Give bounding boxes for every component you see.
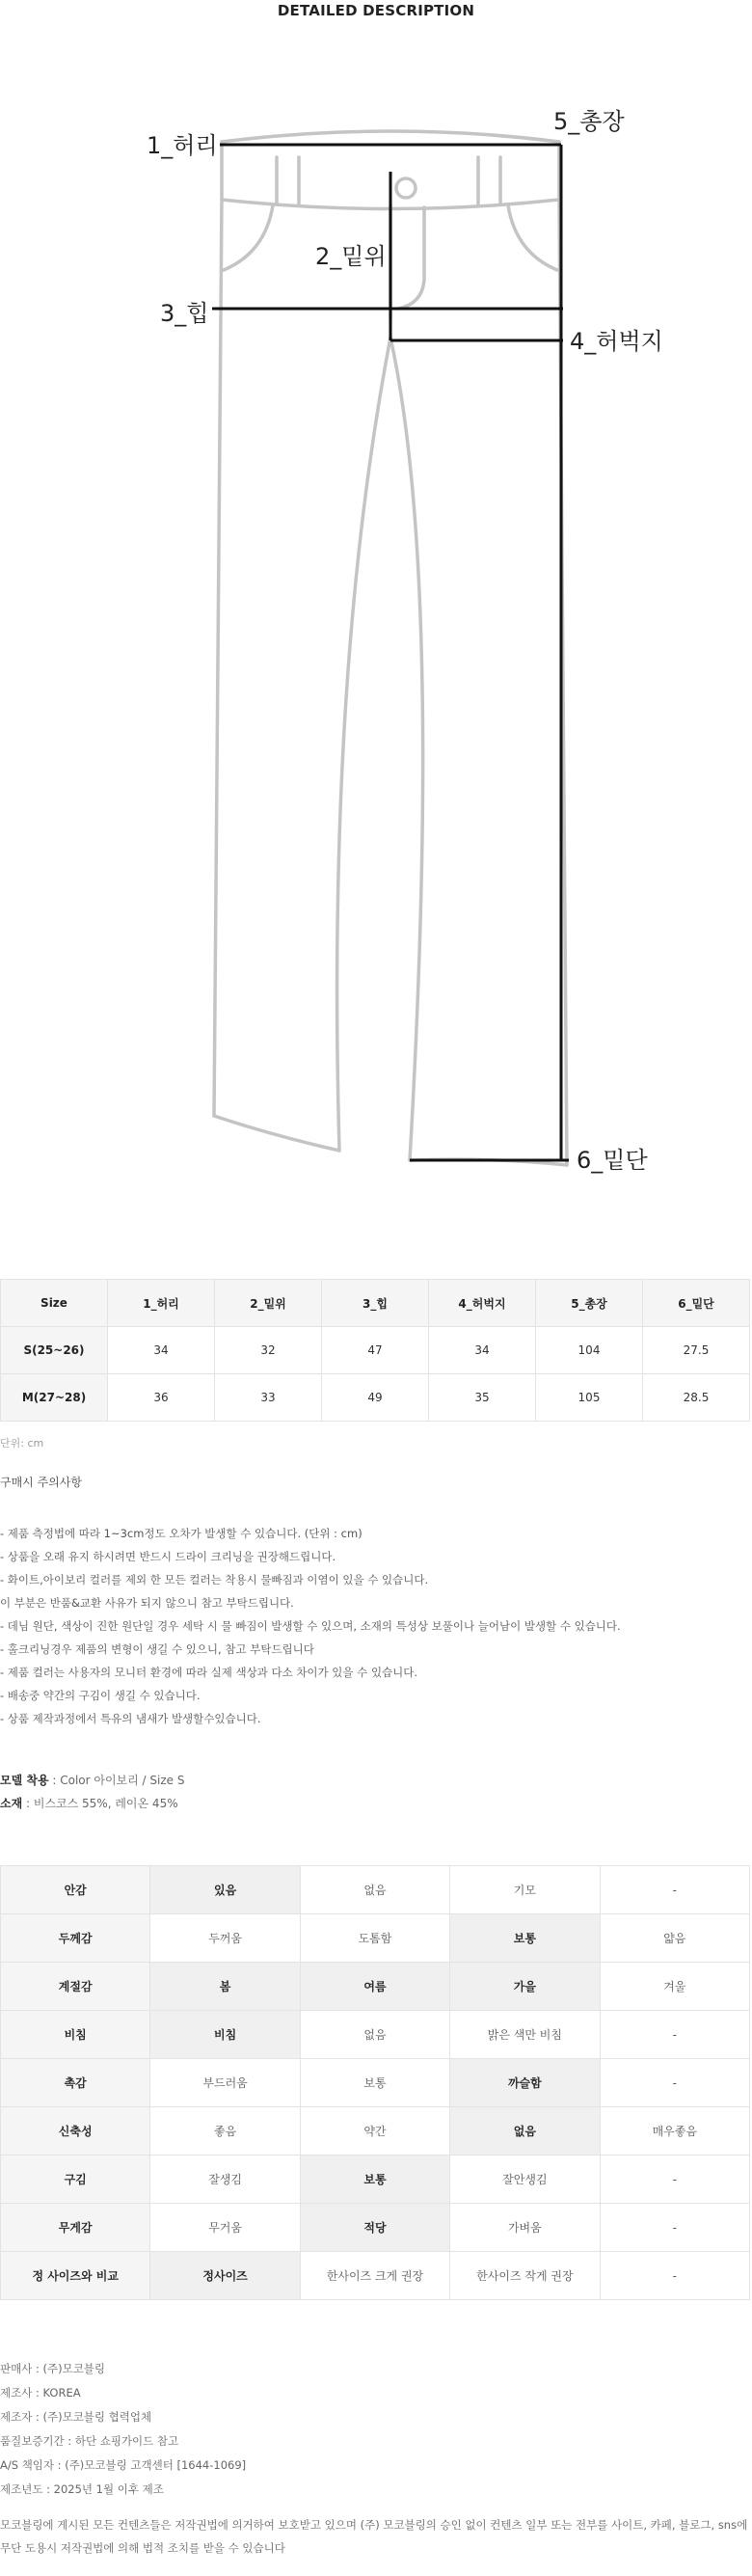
fabric-row-label: 안감 <box>1 1866 150 1914</box>
size-cell: 105 <box>536 1374 643 1422</box>
notice-item: - 홀크리닝경우 제품의 변형이 생길 수 있으니, 참고 부탁드립니다 <box>0 1642 314 1656</box>
model-wear-value: Color 아이보리 / Size S <box>60 1774 185 1787</box>
fabric-info-table <box>0 1865 750 2300</box>
fabric-option: 한사이즈 작게 권장 <box>450 2252 600 2300</box>
measurement-lines <box>212 145 569 1160</box>
pants-measurement-diagram <box>0 87 752 1196</box>
fabric-row <box>1 2059 750 2107</box>
fabric-option: 잘생김 <box>150 2156 300 2204</box>
fabric-option: 가을 <box>450 1963 600 2011</box>
fabric-option: 비침 <box>150 2011 300 2059</box>
fabric-option: 약간 <box>300 2107 449 2156</box>
fabric-option: 두꺼움 <box>150 1914 300 1963</box>
label-rise: 2_밑위 <box>315 243 387 270</box>
notice-item: - 상품을 오래 유지 하시려면 반드시 드라이 크리닝을 권장해드립니다. <box>0 1550 336 1563</box>
model-info <box>0 1769 184 1815</box>
fabric-row-label: 신축성 <box>1 2107 150 2156</box>
notice-item: - 제품 컬러는 사용자의 모니터 환경에 따라 실제 색상과 다소 차이가 있을 수 있습니다. <box>0 1666 418 1679</box>
fabric-row <box>1 2011 750 2059</box>
fabric-option: 보통 <box>300 2156 449 2204</box>
fabric-option: - <box>600 1866 749 1914</box>
fabric-row-label: 구김 <box>1 2156 150 2204</box>
notice-item: - 데님 원단, 색상이 진한 원단일 경우 세탁 시 물 빠짐이 발생할 수 있으며, 소재의 특성상 보풀이나 늘어남이 발생할 수 있습니다. <box>0 1619 621 1633</box>
size-header-cell: 3_힙 <box>322 1280 429 1327</box>
size-table-header <box>1 1280 750 1327</box>
fabric-row-label: 두께감 <box>1 1914 150 1963</box>
fabric-row-label: 비침 <box>1 2011 150 2059</box>
info-line: 판매사 : (주)모코블링 <box>0 2362 106 2375</box>
fabric-option: 잘안생김 <box>450 2156 600 2204</box>
size-row-s <box>1 1327 750 1374</box>
fabric-option: 없음 <box>450 2107 600 2156</box>
size-cell: 34 <box>108 1327 215 1374</box>
fabric-option: - <box>600 2156 749 2204</box>
label-hem: 6_밑단 <box>577 1147 648 1174</box>
fabric-option: 기모 <box>450 1866 600 1914</box>
size-cell: 27.5 <box>643 1327 750 1374</box>
size-cell: 47 <box>322 1327 429 1374</box>
fabric-row <box>1 2252 750 2300</box>
size-header-cell: 2_밑위 <box>215 1280 322 1327</box>
size-cell: 28.5 <box>643 1374 750 1422</box>
size-row-label: M(27~28) <box>1 1374 108 1422</box>
fabric-option: 정사이즈 <box>150 2252 300 2300</box>
size-row-label: S(25~26) <box>1 1327 108 1374</box>
notice-title: 구매시 주의사항 <box>0 1476 82 1489</box>
size-cell: 34 <box>429 1327 536 1374</box>
size-cell: 104 <box>536 1327 643 1374</box>
fabric-value: 비스코스 55%, 레이온 45% <box>33 1797 178 1810</box>
fabric-option: 없음 <box>300 2011 449 2059</box>
size-header-cell: Size <box>1 1280 108 1327</box>
fabric-option: 봄 <box>150 1963 300 2011</box>
copyright-notice: 모코블링에 게시된 모든 컨텐츠들은 저작권법에 의거하여 보호받고 있으며 (주) 모코블링의 승인 없이 컨텐츠 일부 또는 전부를 사이트, 카페, 블로그, sns에 무단 도용시 저작권법에 의해 법적 조치를 받을 수 있습니다 <box>0 2518 748 2555</box>
fabric-option: 도톰함 <box>300 1914 449 1963</box>
unit-note: 단위: cm <box>0 1437 44 1450</box>
notice-item: 이 부분은 반품&교환 사유가 되지 않으니 참고 부탁드립니다. <box>0 1596 294 1610</box>
size-table <box>0 1279 750 1422</box>
fabric-option: 겨울 <box>600 1963 749 2011</box>
size-row-m <box>1 1374 750 1422</box>
fabric-row-label: 계절감 <box>1 1963 150 2011</box>
fabric-row-label: 촉감 <box>1 2059 150 2107</box>
info-line: 제조사 : KOREA <box>0 2386 81 2400</box>
model-wear-label: 모델 착용 <box>0 1774 49 1787</box>
fabric-option: 무거움 <box>150 2204 300 2252</box>
product-info <box>0 2357 246 2502</box>
label-hip: 3_힙 <box>160 300 209 327</box>
info-line: A/S 책임자 : (주)모코블링 고객센터 [1644-1069] <box>0 2458 247 2472</box>
fabric-option: 부드러움 <box>150 2059 300 2107</box>
size-cell: 32 <box>215 1327 322 1374</box>
fabric-option: 보통 <box>300 2059 449 2107</box>
fabric-label: 소재 <box>0 1797 23 1810</box>
fabric-row <box>1 2204 750 2252</box>
fabric-option: - <box>600 2059 749 2107</box>
fabric-row <box>1 2156 750 2204</box>
size-header-cell: 5_총장 <box>536 1280 643 1327</box>
fabric-option: - <box>600 2204 749 2252</box>
fabric-row <box>1 1914 750 1963</box>
model-wear-line: 모델 착용 : Color 아이보리 / Size S <box>0 1774 185 1787</box>
size-header-cell: 1_허리 <box>108 1280 215 1327</box>
fabric-option: 있음 <box>150 1866 300 1914</box>
fabric-option: 좋음 <box>150 2107 300 2156</box>
fabric-option: 적당 <box>300 2204 449 2252</box>
notice-item: - 화이트,아이보리 컬러를 제외 한 모든 컬러는 착용시 물빠짐과 이염이 있을 수 있습니다. <box>0 1573 429 1586</box>
fabric-option: 없음 <box>300 1866 449 1914</box>
info-line: 품질보증기간 : 하단 쇼핑가이드 참고 <box>0 2434 179 2448</box>
fabric-option: 보통 <box>450 1914 600 1963</box>
info-line: 제조자 : (주)모코블링 협력업체 <box>0 2410 152 2424</box>
fabric-option: 얇음 <box>600 1914 749 1963</box>
label-thigh: 4_허벅지 <box>570 328 663 355</box>
notice-item: - 제품 측정법에 따라 1~3cm정도 오차가 발생할 수 있습니다. (단위 : cm) <box>0 1527 363 1540</box>
fabric-row-label: 무게감 <box>1 2204 150 2252</box>
fabric-option: 가벼움 <box>450 2204 600 2252</box>
fabric-option: 한사이즈 크게 권장 <box>300 2252 449 2300</box>
fabric-option: 매우좋음 <box>600 2107 749 2156</box>
notice-item: - 배송중 약간의 구김이 생길 수 있습니다. <box>0 1689 201 1702</box>
size-cell: 36 <box>108 1374 215 1422</box>
size-header-cell: 6_밑단 <box>643 1280 750 1327</box>
notice-item: - 상품 제작과정에서 특유의 냄새가 발생할수있습니다. <box>0 1712 261 1725</box>
fabric-row <box>1 2107 750 2156</box>
fabric-option: 까슬함 <box>450 2059 600 2107</box>
size-cell: 49 <box>322 1374 429 1422</box>
fabric-row <box>1 1866 750 1914</box>
fabric-option: - <box>600 2252 749 2300</box>
size-cell: 33 <box>215 1374 322 1422</box>
size-header-cell: 4_허벅지 <box>429 1280 536 1327</box>
page-title: DETAILED DESCRIPTION <box>277 2 475 19</box>
fabric-row-label: 정 사이즈와 비교 <box>1 2252 150 2300</box>
size-cell: 35 <box>429 1374 536 1422</box>
fabric-row <box>1 1963 750 2011</box>
info-line: 제조년도 : 2025년 1월 이후 제조 <box>0 2482 164 2496</box>
fabric-line: 소재 : 비스코스 55%, 레이온 45% <box>0 1797 178 1810</box>
label-waist: 1_허리 <box>147 132 218 159</box>
fabric-option: 여름 <box>300 1963 449 2011</box>
notice-list <box>0 1522 621 1730</box>
fabric-option: 밝은 색만 비침 <box>450 2011 600 2059</box>
label-length: 5_총장 <box>553 108 625 135</box>
fabric-option: - <box>600 2011 749 2059</box>
